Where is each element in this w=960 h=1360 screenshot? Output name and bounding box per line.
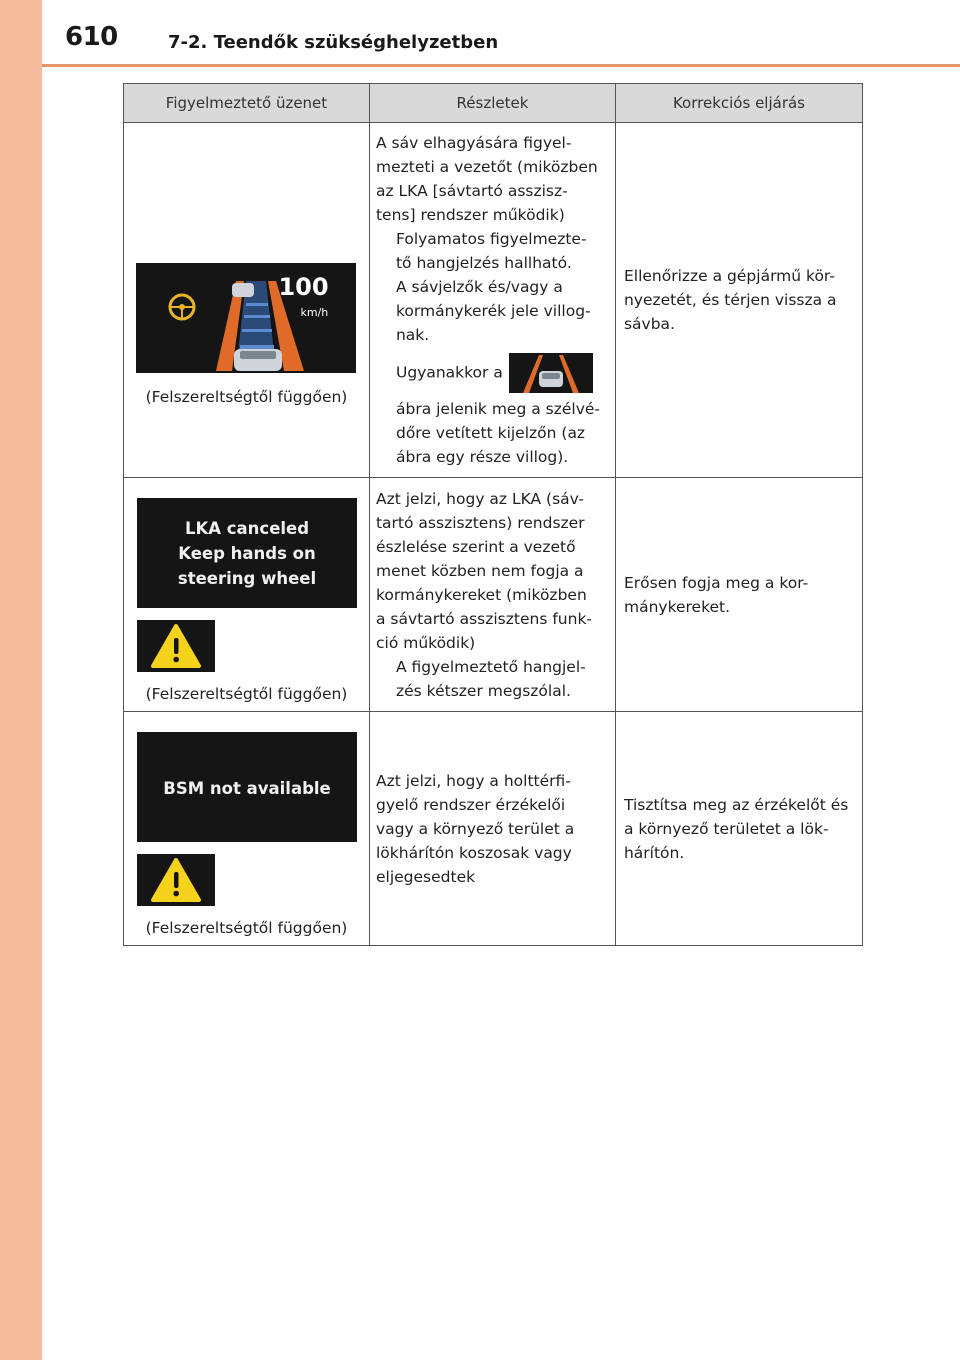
message-cell <box>124 123 370 478</box>
header-details: Részletek <box>369 84 615 123</box>
detail-indent-line: zés kétszer megszólal. <box>395 681 571 700</box>
lane-departure-screen <box>136 263 356 373</box>
detail-line: a sávtartó asszisztens funk- <box>375 609 593 628</box>
screen-line: LKA canceled <box>184 518 310 538</box>
message-cell <box>124 712 370 946</box>
detail-line: kormánykereket (miközben <box>375 585 587 604</box>
hud-lane-icon <box>509 353 593 393</box>
detail-line: gyelő rendszer érzékelői <box>375 795 566 814</box>
warning-tile <box>137 620 215 672</box>
header-rule <box>42 64 960 67</box>
warning-message-table <box>123 83 863 946</box>
correction-cell <box>615 712 862 946</box>
detail-indent-line: nak. <box>395 326 430 344</box>
detail-indent-line: ábra egy része villog). <box>395 448 569 466</box>
detail-line: Azt jelzi, hogy az LKA (sáv- <box>375 489 585 508</box>
detail-indent-line: tő hangjelzés hallható. <box>395 254 572 272</box>
detail-indent-line: ábra jelenik meg a szélvé- <box>395 400 601 418</box>
detail-line: ció működik) <box>375 633 476 652</box>
bsm-not-available-screen <box>137 732 357 842</box>
equipment-caption: (Felszereltségtől függően) <box>145 684 348 703</box>
detail-indent-line: Folyamatos figyelmezte- <box>395 230 587 248</box>
correction-line: sávba. <box>623 315 675 333</box>
side-tab-strip <box>0 0 42 1360</box>
table-row <box>124 478 863 712</box>
screen-line: steering wheel <box>177 568 317 588</box>
correction-line: Ellenőrizze a gépjármű kör- <box>623 267 835 285</box>
equipment-caption: (Felszereltségtől függően) <box>145 388 348 406</box>
correction-line: nyezetét, és térjen vissza a <box>623 291 837 309</box>
detail-line: A sáv elhagyására figyel- <box>375 134 572 152</box>
correction-line: mánykereket. <box>623 597 731 616</box>
page-header <box>42 0 960 66</box>
detail-indent-line: A figyelmeztető hangjel- <box>395 657 586 676</box>
header-correction: Korrekciós eljárás <box>615 84 862 123</box>
detail-line: észlelése szerint a vezető <box>375 537 576 556</box>
detail-line: vagy a környező terület a <box>375 819 575 838</box>
screen-line: BSM not available <box>163 778 331 798</box>
correction-line: Tisztítsa meg az érzékelőt és <box>623 795 849 814</box>
table-row <box>124 712 863 946</box>
speed-unit: km/h <box>300 306 329 319</box>
detail-indent-line: kormánykerék jele villog- <box>395 302 591 320</box>
correction-line: Erősen fogja meg a kor- <box>623 573 809 592</box>
details-cell <box>369 712 615 946</box>
detail-line: tartó asszisztens) rendszer <box>375 513 585 532</box>
detail-line: menet közben nem fogja a <box>375 561 584 580</box>
detail-indent-line: A sávjelzők és/vagy a <box>395 278 563 296</box>
warning-triangle-icon <box>137 854 215 906</box>
table-row <box>124 123 863 478</box>
detail-line: az LKA [sávtartó asszisz- <box>375 182 568 200</box>
speed-readout: 100 <box>278 273 329 301</box>
warning-tile <box>137 854 215 906</box>
detail-line: lökhárítón koszosak vagy <box>375 843 572 862</box>
detail-line: eljegesedtek <box>375 867 476 886</box>
correction-cell <box>615 478 862 712</box>
correction-cell <box>615 123 862 478</box>
detail-indent-line: dőre vetített kijelzőn (az <box>395 424 586 442</box>
equipment-caption: (Felszereltségtől függően) <box>145 918 348 937</box>
table-header-row <box>124 84 863 123</box>
warning-triangle-icon <box>137 620 215 672</box>
lka-canceled-screen <box>137 498 357 608</box>
screen-line: Keep hands on <box>178 543 316 563</box>
correction-line: a környező területet a lök- <box>623 819 829 838</box>
details-cell <box>369 478 615 712</box>
correction-line: hárítón. <box>623 843 685 862</box>
header-message: Figyelmeztető üzenet <box>124 84 370 123</box>
detail-inline-text: Ugyanakkor a <box>395 363 503 382</box>
detail-line: Azt jelzi, hogy a holttérfi- <box>375 771 571 790</box>
detail-line: mezteti a vezetőt (miközben <box>375 158 598 176</box>
page-number: 610 <box>65 22 118 52</box>
detail-inline-row <box>376 353 609 393</box>
detail-line: tens] rendszer működik) <box>375 206 565 224</box>
section-title: 7-2. Teendők szükséghelyzetben <box>168 32 499 53</box>
details-cell <box>369 123 615 478</box>
message-cell <box>124 478 370 712</box>
